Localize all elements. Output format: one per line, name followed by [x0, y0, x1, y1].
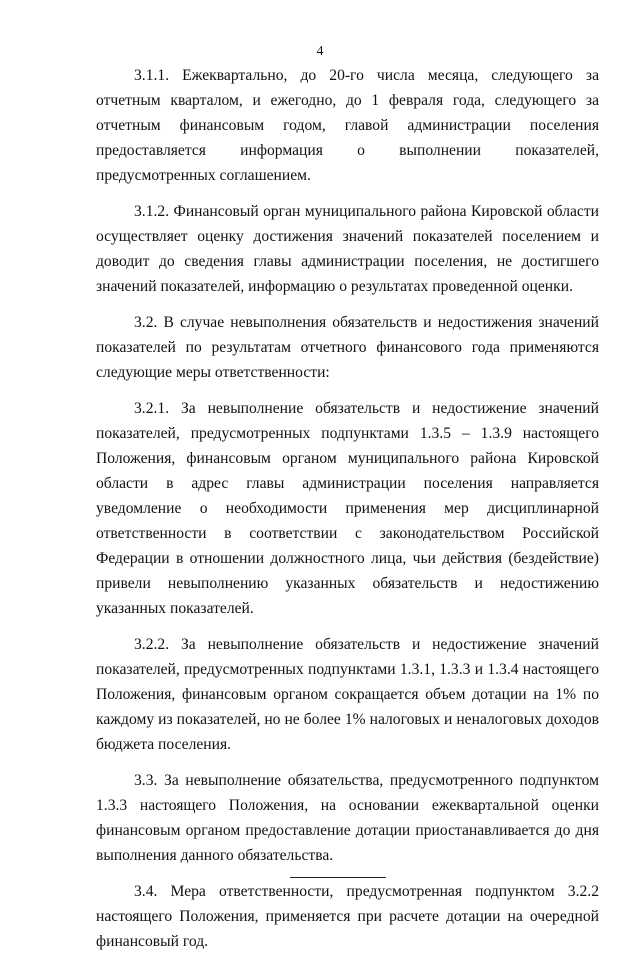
- closing-divider: [290, 877, 386, 878]
- paragraph-3-2: 3.2. В случае невыполнения обязательств и недостижения значений показателей по результатам отчетного финансового года применяются следующие меры ответственности:: [96, 313, 599, 382]
- paragraph-3-2-1: 3.2.1. За невыполнение обязательств и недостижение значений показателей, предусмотренных подпунктами 1.3.5 – 1.3.9 настоящего Положения, финансовым органом муниципального района Кировской области в адрес главы администрации поселения направляется уведомление о необходимости применения мер дисциплинарной ответственности в соответствии с законодательством Российской Федерации в отношении должностного лица, чьи действия (бездействие) привели невыполнению указанных обязательств и недостижению указанных показателей.: [96, 399, 599, 618]
- document-body: [96, 63, 599, 965]
- paragraph-3-4: 3.4. Мера ответственности, предусмотренная подпунктом 3.2.2 настоящего Положения, применяется при расчете дотации на очередной финансовый год.: [96, 882, 599, 950]
- page-number: 4: [316, 44, 324, 59]
- paragraph-3-1-1: 3.1.1. Ежеквартально, до 20-го числа месяца, следующего за отчетным кварталом, и ежегодно, до 1 февраля года, следующего за отчетным финансовым годом, главой администрации поселения предоставляется информация о выполнении показателей, предусмотренных соглашением.: [96, 67, 599, 185]
- paragraph-3-3: 3.3. За невыполнение обязательства, предусмотренного подпунктом 1.3.3 настоящего Положения, на основании ежеквартальной оценки финансовым органом предоставление дотации приостанавливается до дня выполнения данного обязательства.: [96, 771, 599, 865]
- paragraph-3-1-2: 3.1.2. Финансовый орган муниципального района Кировской области осуществляет оценку достижения значений показателей поселением и доводит до сведения главы администрации поселения, не достигшего значений показателей, информацию о результатах проведенной оценки.: [96, 202, 599, 296]
- paragraph-3-2-2: 3.2.2. За невыполнение обязательств и недостижение значений показателей, предусмотренных подпунктами 1.3.1, 1.3.3 и 1.3.4 настоящего Положения, финансовым органом сокращается объем дотации на 1% по каждому из показателей, но не более 1% налоговых и неналоговых доходов бюджета поселения.: [96, 635, 599, 754]
